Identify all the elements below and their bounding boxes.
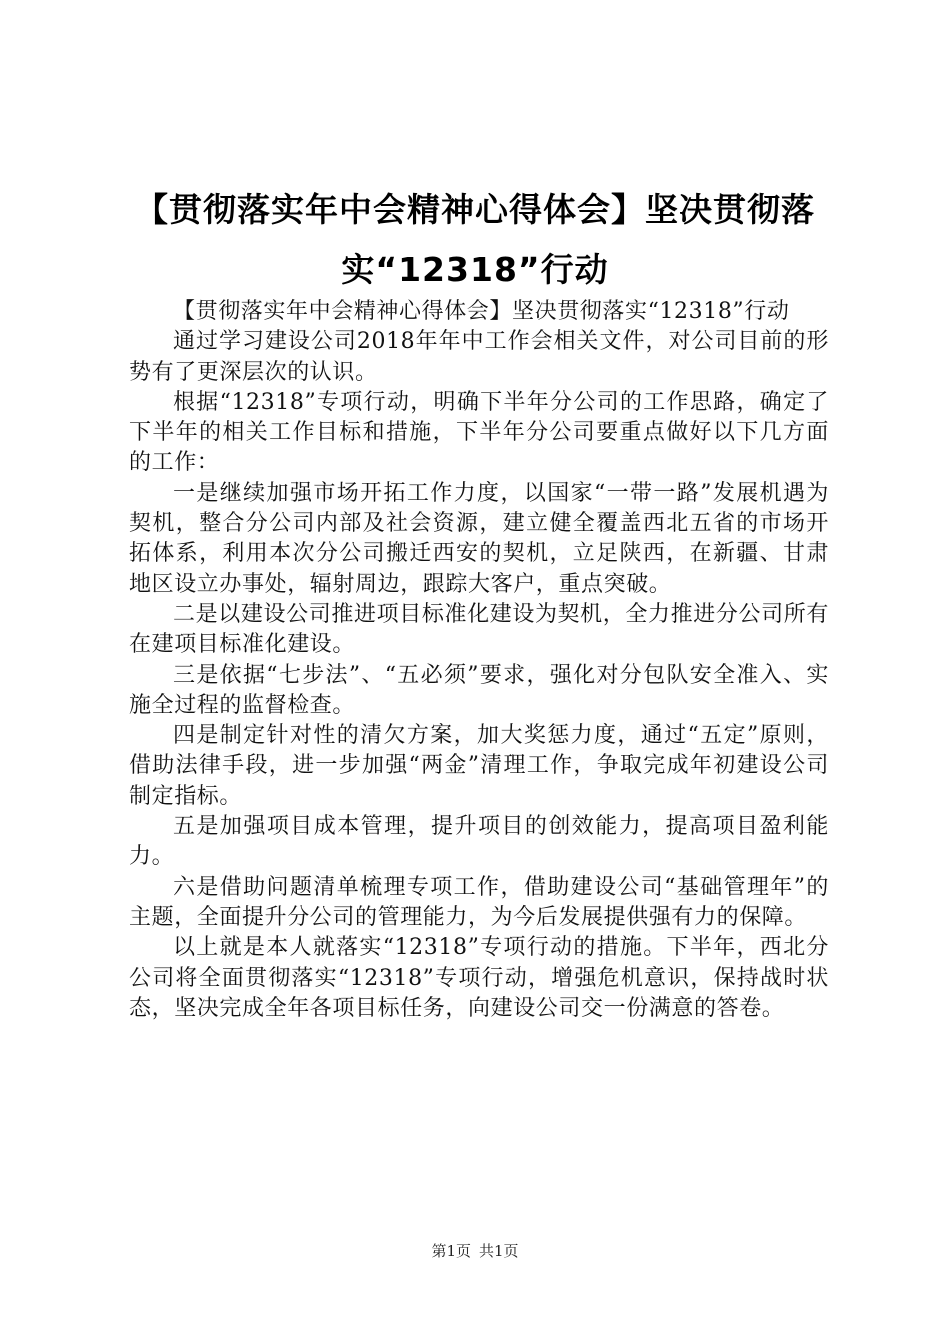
paragraph-item-2: 二是以建设公司推进项目标准化建设为契机，全力推进分公司所有在建项目标准化建设。 xyxy=(129,601,829,658)
document-body xyxy=(129,297,829,1024)
paragraph-item-6: 六是借助问题清单梳理专项工作，借助建设公司“基础管理年”的主题，全面提升分公司的管理能力，为今后发展提供强有力的保障。 xyxy=(129,874,829,930)
page-number: 第1页 xyxy=(431,1242,471,1260)
paragraph-study: 通过学习建设公司2018年年中工作会相关文件，对公司目前的形势有了更深层次的认识。 xyxy=(129,329,829,385)
paragraph-plan: 根据“12318”专项行动，明确下半年分公司的工作思路，确定了下半年的相关工作目标和措施，下半年分公司要重点做好以下几方面的工作： xyxy=(129,389,829,476)
paragraph-intro-title: 【贯彻落实年中会精神心得体会】坚决贯彻落实“12318”行动 xyxy=(173,299,790,324)
paragraph-item-3: 三是依据“七步法”、“五必须”要求，强化对分包队安全准入、实施全过程的监督检查。 xyxy=(129,662,829,718)
paragraph-item-5: 五是加强项目成本管理，提升项目的创效能力，提高项目盈利能力。 xyxy=(129,814,829,870)
paragraph-item-4: 四是制定针对性的清欠方案，加大奖惩力度，通过“五定”原则，借助法律手段，进一步加强“两金”清理工作，争取完成年初建设公司制定指标。 xyxy=(129,723,829,809)
paragraph-conclusion: 以上就是本人就落实“12318”专项行动的措施。下半年，西北分公司将全面贯彻落实“12318”专项行动，增强危机意识，保持战时状态，坚决完成全年各项目标任务，向建设公司交一份满意的答卷。 xyxy=(129,935,829,1021)
page-footer xyxy=(0,1241,950,1261)
page-total: 共1页 xyxy=(479,1242,519,1260)
document-title: 【贯彻落实年中会精神心得体会】坚决贯彻落实“12318”行动 xyxy=(135,190,815,289)
paragraph-item-1: 一是继续加强市场开拓工作力度，以国家“一带一路”发展机遇为契机，整合分公司内部及社会资源，建立健全覆盖西北五省的市场开拓体系，利用本次分公司搬迁西安的契机，立足陕西，在新疆、甘肃地区设立办事处，辐射周边，跟踪大客户，重点突破。 xyxy=(129,480,829,597)
